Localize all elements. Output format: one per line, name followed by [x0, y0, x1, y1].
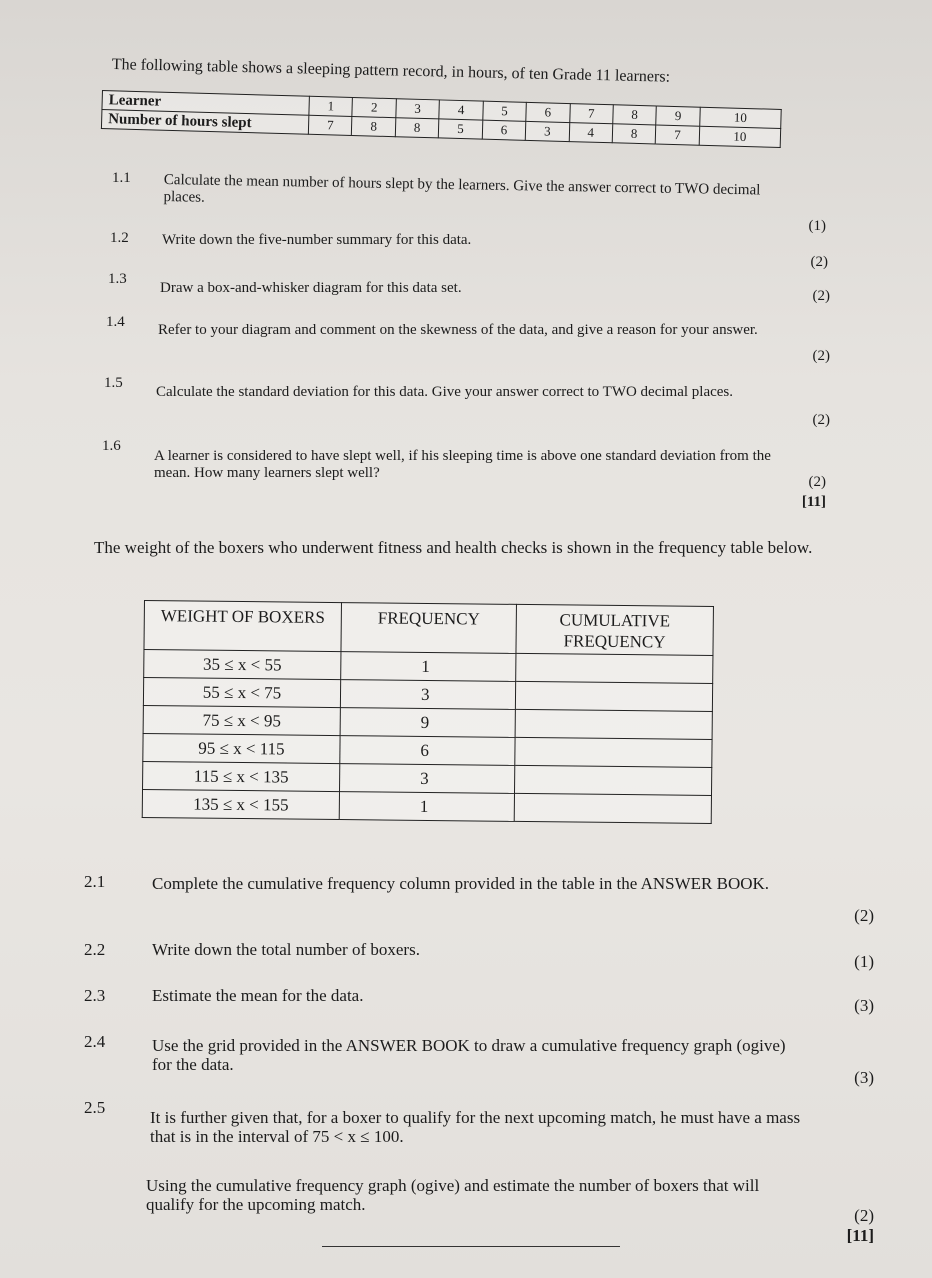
- question-text-continued: Using the cumulative frequency graph (ogive) and estimate the number of boxers that will qualify for the upcoming match.: [146, 1176, 760, 1214]
- question-number: 1.1: [112, 170, 131, 186]
- question-marks: (1): [808, 218, 826, 234]
- end-rule: [322, 1246, 620, 1247]
- weight-interval: 135 ≤ x < 155: [142, 789, 339, 819]
- learner-cell: 3: [396, 99, 440, 119]
- hours-cell: 8: [395, 118, 439, 138]
- question-marks: (2): [812, 348, 830, 364]
- question-number: 1.2: [110, 230, 129, 246]
- weight-interval: 75 ≤ x < 95: [143, 705, 340, 735]
- question-number: 2.3: [84, 986, 106, 1005]
- question-text: Estimate the mean for the data.: [152, 986, 364, 1005]
- learner-cell: 7: [569, 104, 613, 124]
- hours-cell: 8: [612, 124, 656, 144]
- sleep-table: [101, 90, 782, 148]
- frequency-value: 1: [341, 652, 516, 682]
- cumulative-frequency-cell: [514, 765, 711, 795]
- section1-intro: The following table shows a sleeping pattern record, in hours, of ten Grade 11 learners:: [111, 56, 671, 86]
- hours-cell: 4: [569, 123, 613, 143]
- learner-cell: 8: [613, 105, 657, 125]
- frequency-value: 3: [340, 680, 515, 710]
- cumulative-frequency-cell: [516, 653, 713, 683]
- hours-cell: 6: [482, 120, 526, 140]
- question-text: Write down the total number of boxers.: [152, 940, 420, 959]
- weight-interval: 95 ≤ x < 115: [143, 733, 340, 763]
- weight-interval: 115 ≤ x < 135: [143, 761, 340, 791]
- question-number: 1.3: [108, 271, 127, 287]
- question-text: Calculate the mean number of hours slept by the learners. Give the answer correct to TWO decimal places.: [163, 172, 761, 206]
- question-number: 1.5: [104, 375, 123, 391]
- frequency-header: FREQUENCY: [341, 603, 517, 654]
- question-marks: (2): [854, 906, 874, 925]
- section-total: [11]: [801, 494, 826, 510]
- question-text: Draw a box-and-whisker diagram for this data set.: [160, 280, 462, 296]
- weight-interval: 55 ≤ x < 75: [143, 678, 340, 708]
- hours-cell: 5: [439, 119, 483, 139]
- weight-header: WEIGHT OF BOXERS: [144, 601, 342, 652]
- table-row: [142, 789, 711, 823]
- question-marks: (1): [854, 952, 874, 971]
- question-marks: (2): [812, 412, 830, 428]
- question-marks: (3): [854, 1068, 874, 1087]
- frequency-value: 9: [340, 708, 515, 738]
- cumulative-frequency-cell: [515, 709, 712, 739]
- section2-intro: The weight of the boxers who underwent fitness and health checks is shown in the frequency table below.: [94, 538, 813, 557]
- hours-cell: 3: [525, 121, 569, 141]
- frequency-value: 3: [340, 764, 515, 794]
- question-number: 1.6: [102, 438, 121, 454]
- question-number: 2.1: [84, 872, 106, 891]
- hours-cell: 8: [352, 116, 396, 136]
- question-text: Calculate the standard deviation for this data. Give your answer correct to TWO decimal places.: [156, 384, 734, 400]
- question-text: Use the grid provided in the ANSWER BOOK to draw a cumulative frequency graph (ogive) for the data.: [152, 1036, 786, 1074]
- boxer-weight-table: [142, 600, 714, 824]
- cumulative-frequency-cell: [515, 737, 712, 767]
- learner-cell: 9: [656, 106, 700, 126]
- frequency-value: 1: [339, 792, 514, 822]
- section-total: [11]: [846, 1226, 874, 1245]
- learner-cell: 2: [352, 98, 396, 118]
- question-number: 2.2: [84, 940, 106, 959]
- learner-cell: 6: [526, 102, 570, 122]
- hours-cell: 7: [308, 115, 352, 135]
- question-number: 2.5: [84, 1098, 106, 1117]
- question-marks: (2): [812, 288, 830, 304]
- question-text: A learner is considered to have slept well, if his sleeping time is above one standard deviation from the mean. How many learners slept well?: [154, 448, 771, 481]
- question-number: 1.4: [106, 314, 125, 330]
- cumulative-frequency-header: CUMULATIVE FREQUENCY: [516, 604, 714, 655]
- table-header-row: [144, 601, 713, 656]
- question-marks: (2): [810, 254, 828, 270]
- question-text: Complete the cumulative frequency column provided in the table in the ANSWER BOOK.: [152, 874, 770, 893]
- question-marks: (3): [854, 996, 874, 1015]
- hours-cell: 10: [699, 126, 781, 147]
- learner-cell: 1: [309, 96, 353, 116]
- question-number: 2.4: [84, 1032, 106, 1051]
- learner-cell: 10: [700, 107, 782, 128]
- hours-cell: 7: [656, 125, 700, 145]
- learner-header: Learner: [102, 91, 309, 116]
- question-text: It is further given that, for a boxer to qualify for the next upcoming match, he must have a mass that is in the interval of 75 < x ≤ 100.: [150, 1108, 801, 1146]
- hours-header: Number of hours slept: [101, 110, 308, 135]
- question-text: Write down the five-number summary for this data.: [162, 232, 472, 248]
- cumulative-frequency-cell: [514, 793, 711, 823]
- weight-interval: 35 ≤ x < 55: [144, 650, 341, 680]
- question-marks: (2): [808, 474, 826, 490]
- frequency-value: 6: [340, 736, 515, 766]
- learner-cell: 5: [482, 101, 526, 121]
- cumulative-frequency-cell: [515, 681, 712, 711]
- question-text: Refer to your diagram and comment on the skewness of the data, and give a reason for your answer.: [158, 322, 758, 338]
- learner-cell: 4: [439, 100, 483, 120]
- question-marks: (2): [854, 1206, 874, 1225]
